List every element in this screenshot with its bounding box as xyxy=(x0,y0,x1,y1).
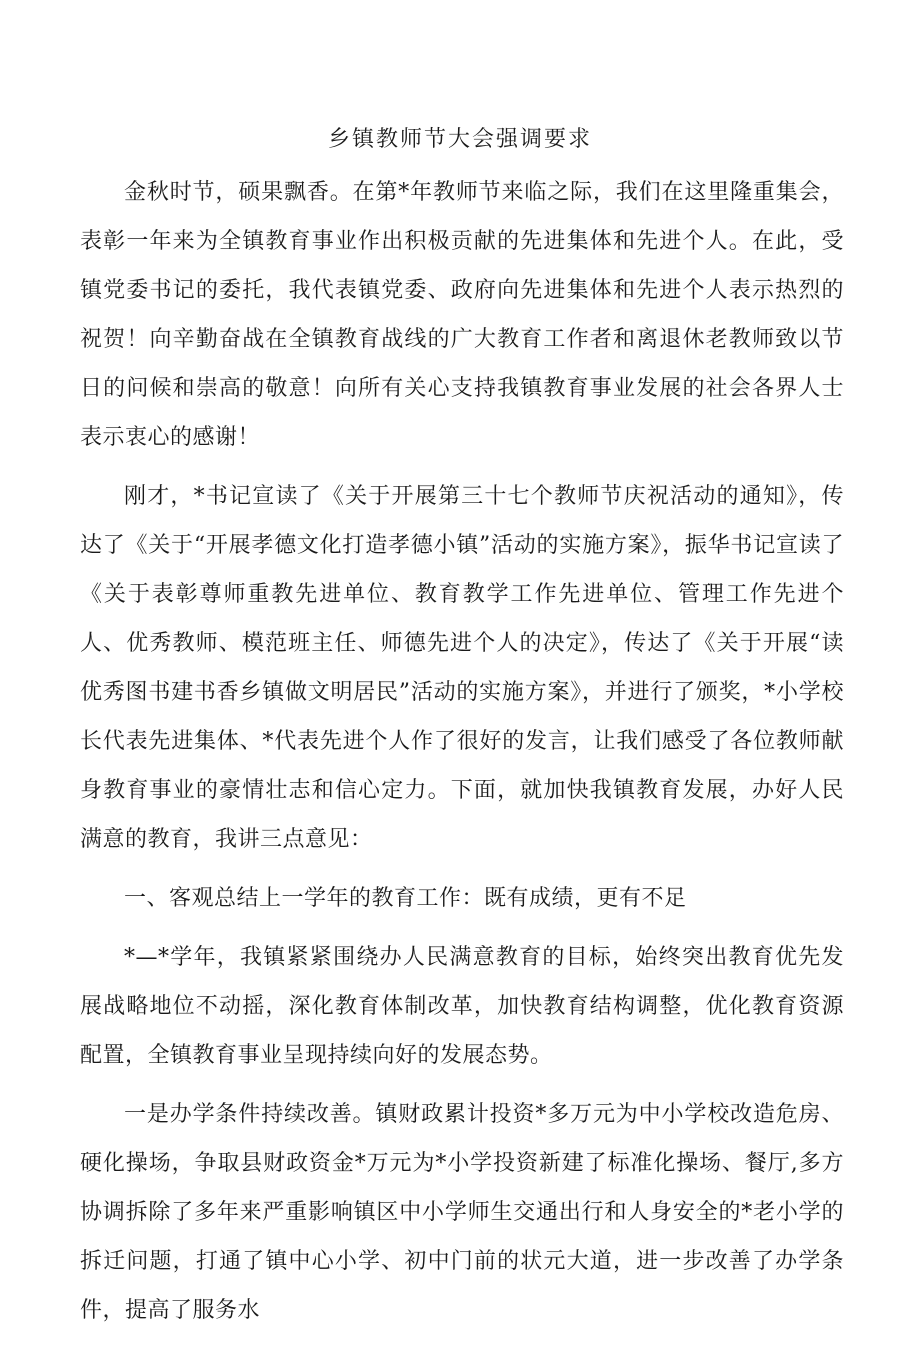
document-title: 乡镇教师节大会强调要求 xyxy=(327,127,592,152)
document-body xyxy=(80,168,844,1345)
paragraph-summary: *—*学年，我镇紧紧围绕办人民满意教育的目标，始终突出教育优先发展战略地位不动摇，深化教育体制改革，加快教育结构调整，优化教育资源配置，全镇教育事业呈现持续向好的发展态势。 xyxy=(80,945,844,1068)
paragraph-conditions: 一是办学条件持续改善。镇财政累计投资*多万元为中小学校改造危房、硬化操场，争取县财政资金*万元为*小学投资新建了标准化操场、餐厅,多方协调拆除了多年来严重影响镇区中小学师生交通出行和人身安全的*老小学的拆迁问题，打通了镇中心小学、初中门前的状元大道，进一步改善了办学条件，提高了服务水 xyxy=(80,1102,844,1323)
paragraph-review: 刚才，*书记宣读了《关于开展第三十七个教师节庆祝活动的通知》，传达了《关于“开展孝德文化打造孝德小镇”活动的实施方案》，振华书记宣读了《关于表彰尊师重教先进单位、教育教学工作先进单位、管理工作先进个人、优秀教师、模范班主任、师德先进个人的决定》，传达了《关于开展“读优秀图书建书香乡镇做文明居民”活动的实施方案》，并进行了颁奖，*小学校长代表先进集体、*代表先进个人作了很好的发言，让我们感受了各位教师献身教育事业的豪情壮志和信心定力。下面，就加快我镇教育发展，办好人民满意的教育，我讲三点意见： xyxy=(80,484,844,852)
paragraph-intro: 金秋时节，硕果飘香。在第*年教师节来临之际，我们在这里隆重集会，表彰一年来为全镇教育事业作出积极贡献的先进集体和先进个人。在此，受镇党委书记的委托，我代表镇党委、政府向先进集体和先进个人表示热烈的祝贺！向辛勤奋战在全镇教育战线的广大教育工作者和离退休老教师致以节日的问候和崇高的敬意！向所有关心支持我镇教育事业发展的社会各界人士表示衷心的感谢！ xyxy=(80,180,844,450)
section-heading-1: 一、客观总结上一学年的教育工作：既有成绩，更有不足 xyxy=(124,886,687,911)
